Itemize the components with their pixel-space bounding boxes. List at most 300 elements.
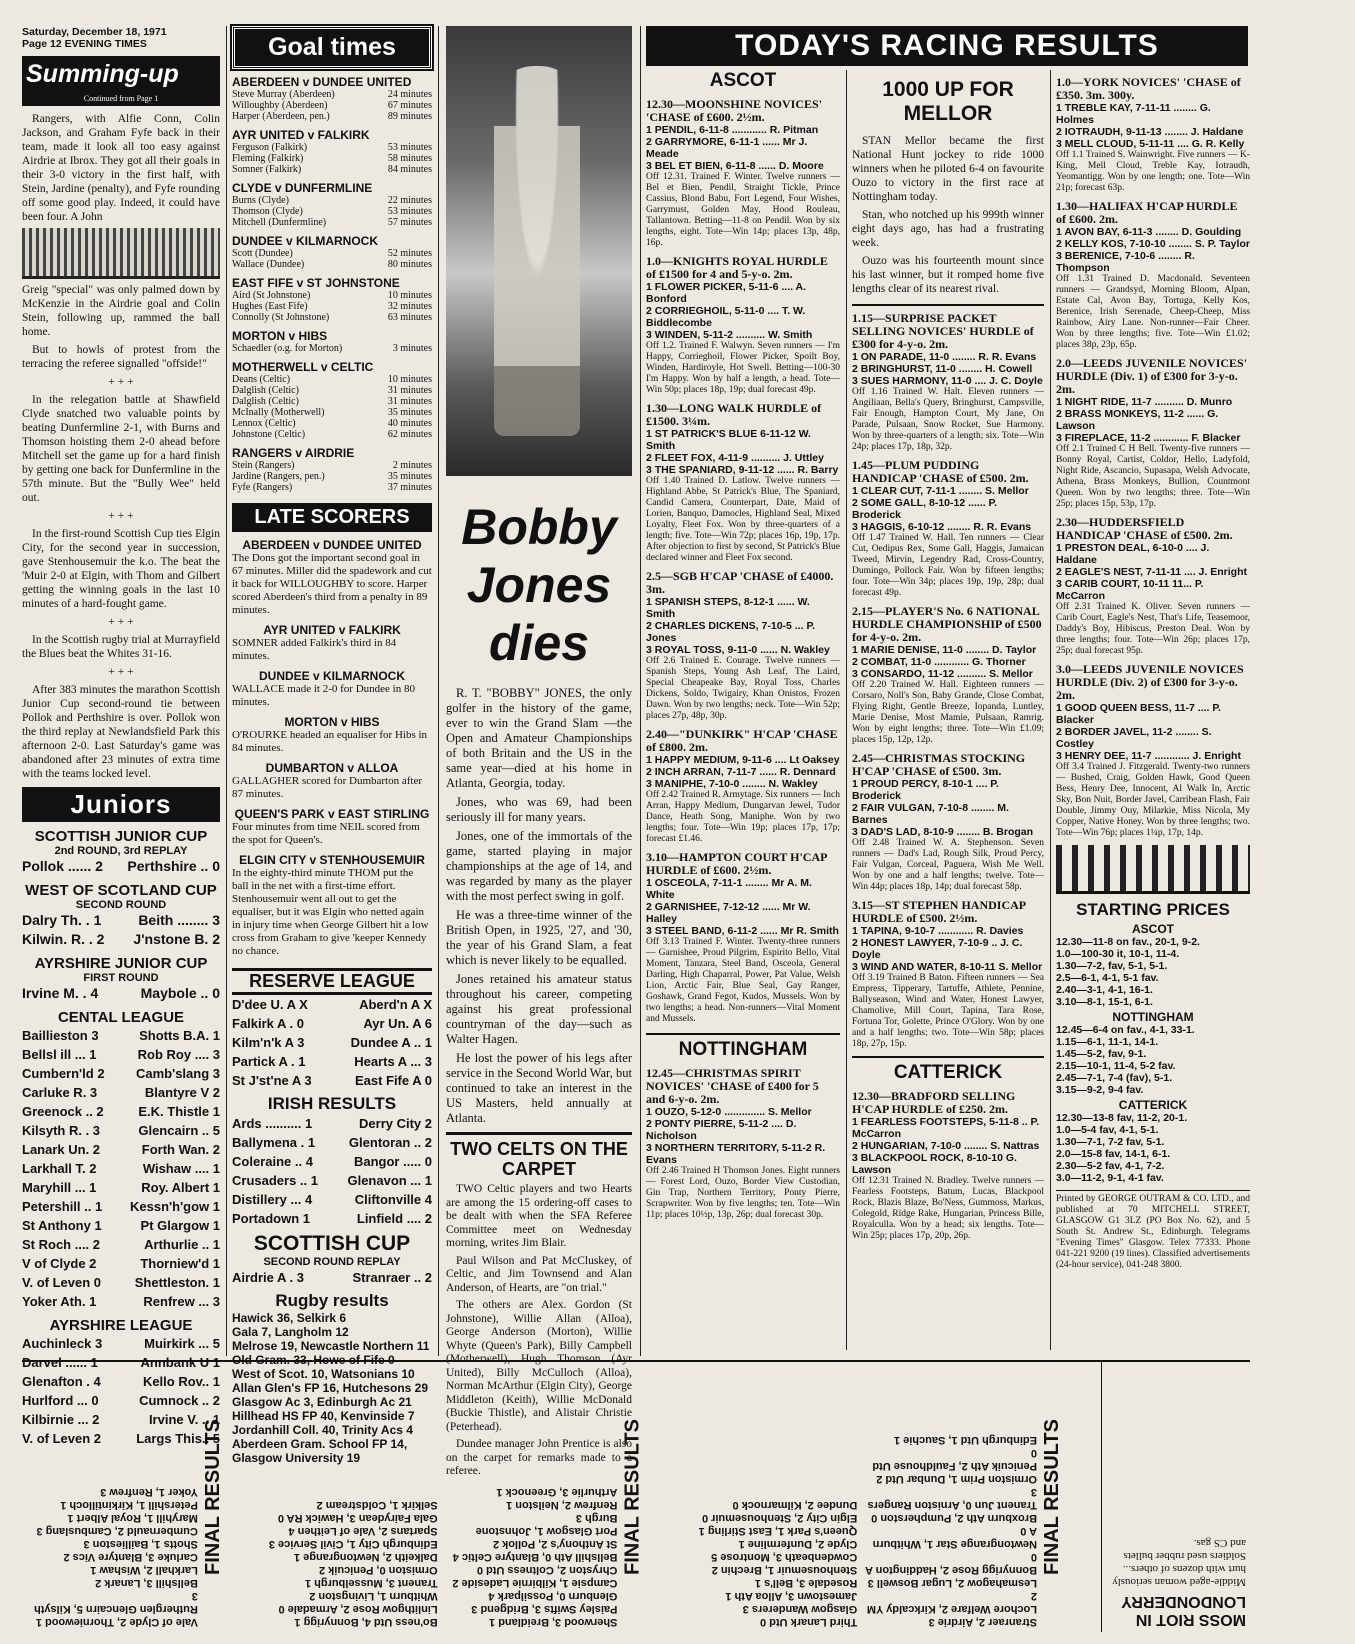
goal-match-heading: RANGERS v AIRDRIE: [232, 446, 355, 460]
race-placing: 2 CORRIEGHOIL, 5-11-0 .... T. W. Biddlecombe: [646, 305, 806, 329]
final-result-line: Stenhousemuir 1, Brechin 2: [711, 1564, 858, 1576]
score-home: Pollok ...... 2: [22, 858, 103, 874]
score-away: Wishaw .... 1: [142, 1161, 220, 1176]
race-block: [646, 570, 840, 722]
catterick-races-continued: [1056, 76, 1250, 839]
score-home: Ballymena . 1: [232, 1135, 316, 1150]
race-block: [646, 851, 840, 1025]
sp-line: 1.0—100-30 it, 10-1, 11-4.: [1056, 948, 1180, 960]
race-placing: 3 MANIPHE, 7-10-0 ........ N. Wakley: [646, 778, 818, 790]
score-row: [22, 1083, 220, 1102]
goal-scorer-row: [232, 407, 432, 418]
jones-para: Jones retained his amateur status throughout his career, competing against his great professional countryman of the day—such as Walter Hagen.: [446, 972, 632, 1046]
final-result-line: Stranraer 2, Airdrie 3: [928, 1616, 1037, 1628]
summing-para: But to howls of protest from the terracing the referee signalled "offside!": [22, 344, 220, 370]
reserve-league-title: RESERVE LEAGUE: [232, 968, 432, 995]
goal-scorer-row: [232, 418, 432, 429]
sjc-results: [22, 857, 220, 876]
score-away: Stranraer .. 2: [352, 1270, 432, 1285]
sp-line: 3.10—8-1, 15-1, 6-1.: [1056, 996, 1153, 1008]
sjc-round: 2nd ROUND, 3rd REPLAY: [54, 845, 188, 857]
sp-line: 1.30—7-1, 7-2 fav, 5-1.: [1056, 1136, 1165, 1148]
race-notes: Off 12.31. Trained F. Winter. Twelve runners — Bel et Bien, Pendil, Straight Tickle, Prince Cassius, Blond Babu, Fort Legend, Four Wishes, Garrymust, Golden May, Hood Rouleau, Tallantown. Betting—11-8 on Pendil. Won by six lengths, eight. Tote—Win 14p; places 13p, 48p, 16p.: [646, 172, 840, 248]
score-row: [232, 1033, 432, 1052]
score-away: Kello Rov.. 1: [142, 1374, 220, 1389]
score-away: Roy. Albert 1: [141, 1180, 220, 1195]
ascot-races: [646, 98, 840, 1025]
race-notes: Off 12.31 Trained N. Bradley. Twelve runners — Fearless Footsteps, Batum, Lucas, Blackpool Rock, Blazis Blaze, Bo'Ness, Gummoss, Markus, Colegold, Ridge Rake, Hungarian, Princess Bille, Royalculla. Won by a head; six lengths. Tote—Win 25p; places 17p, 20p, 26p.: [852, 1176, 1044, 1241]
score-away: Aberd'n A X: [359, 997, 432, 1012]
final-result-line: Renfrew 2, Neilston 1: [506, 1499, 618, 1511]
sp-nottingham-heading: NOTTINGHAM: [1112, 1010, 1194, 1024]
goal-scorer-row: [232, 482, 432, 493]
score-home: Distillery ... 4: [232, 1192, 313, 1207]
score-away: Renfrew ... 3: [143, 1294, 220, 1309]
score-away: Blantyre V 2: [144, 1085, 220, 1100]
race-placing: 3 BEL ET BIEN, 6-11-8 ...... D. Moore: [646, 160, 824, 172]
final-result-line: Yoker 1, Renfrew 3: [100, 1486, 198, 1498]
goal-scorer-time: 10 minutes: [387, 290, 432, 301]
goal-match-heading: MORTON v HIBS: [232, 329, 328, 343]
race-placing: 3 WINDEN, 5-11-2 .......... W. Smith: [646, 329, 813, 341]
score-home: St Anthony 1: [22, 1218, 102, 1233]
race-title: 12.30—BRADFORD SELLING H'CAP HURDLE of £250. 2m.: [852, 1089, 1016, 1116]
sp-nottingham-lines: [1056, 1024, 1250, 1096]
score-row: [22, 1235, 220, 1254]
score-away: Perthshire .. 0: [127, 858, 220, 874]
goal-scorer-time: 67 minutes: [387, 100, 432, 111]
score-away: Maybole .. 0: [140, 985, 220, 1001]
goal-scorer-name: Wallace (Dundee): [232, 259, 305, 270]
race-placing: 1 OSCEOLA, 7-11-1 ........ Mr A. M. White: [646, 877, 812, 901]
race-title: 3.10—HAMPTON COURT H'CAP HURDLE of £600. 2½m.: [646, 850, 827, 877]
race-placing: 1 TAPINA, 9-10-7 ............ R. Davies: [852, 925, 1024, 937]
irish-results: [232, 1114, 432, 1228]
race-placing: 1 SPANISH STEPS, 8-12-1 ...... W. Smith: [646, 596, 810, 620]
sp-line: 3.15—9-2, 9-4 fav.: [1056, 1084, 1144, 1096]
race-notes: Off 2.20 Trained W. Hall. Eighteen runners — Corsaro, Noll's Son, Baby Grande, Close Combat, Flying Right, Gentle Breeze, Iopanda, Luntley, Marie Denise, Most Mamie, Pulsaan, Ramrig. Won by eight lengths; three. Tote—Win £1.09; places 15p, 12p, 12p.: [852, 680, 1044, 745]
goal-scorer-row: [232, 374, 432, 385]
race-notes: Off 1.1 Trained S. Wainwright. Five runners — K-King, Mell Cloud, Treble Kay, Iotraudh, Yeomantigg. Won by one length; one. Tote—Win 21p; forecast 63p.: [1056, 150, 1250, 193]
summing-separator: + + +: [108, 616, 134, 628]
column-goal-times: [232, 26, 432, 1465]
goal-scorer-name: Fyfe (Rangers): [232, 482, 293, 493]
goal-scorer-time: 22 minutes: [387, 195, 432, 206]
goal-scorer-time: 80 minutes: [387, 259, 432, 270]
goal-scorer-row: [232, 195, 432, 206]
race-block: [852, 1090, 1044, 1242]
sp-line: 2.5—6-1, 4-1, 5-1 fav.: [1056, 972, 1159, 984]
horses-illustration: [1056, 845, 1250, 894]
score-away: Ayr Un. A 6: [363, 1016, 432, 1031]
goal-scorer-name: Connolly (St Johnstone): [232, 312, 330, 323]
final-result-line: Vale of Clyde 2, Thorniewood 1: [35, 1616, 198, 1628]
goal-scorer-time: 31 minutes: [387, 396, 432, 407]
score-away: Camb'slang 3: [135, 1066, 220, 1081]
goal-scorer-time: 37 minutes: [387, 482, 432, 493]
race-block: [852, 459, 1044, 599]
summing-para: After 383 minutes the marathon Scottish Junior Cup second-round tie between Pollok and Perthshire is over. Pollok won the third replay at Newlandsfield Park this afternoon 2-0. Last Saturday's game was abandoned after 23 minutes of extra time with the teams locked level.: [22, 684, 220, 780]
sp-line: 2.45—7-1, 7-4 (fav), 5-1.: [1056, 1072, 1173, 1084]
race-placing: 2 SOME GALL, 8-10-12 ...... P. Broderick: [852, 497, 998, 521]
race-block: [646, 728, 840, 845]
rugby-row: Hillhead HS FP 40, Kenvinside 7: [232, 1409, 415, 1423]
score-home: Airdrie A . 3: [232, 1270, 305, 1285]
wos-results: [22, 911, 220, 949]
score-away: J'nstone B. 2: [133, 931, 220, 947]
celts-para: Dundee manager John Prentice is also on the carpet for remarks made to a referee.: [446, 1438, 632, 1477]
final-result-line: Petershill 1, Kirkintilloch 1: [60, 1499, 198, 1511]
race-placing: 2 GARNISHEE, 7-12-12 ...... Mr W. Halley: [646, 901, 811, 925]
race-notes: Off 2.1 Trained C H Bell. Twenty-five runners — Bonny Royal, Cartist, Coldor, Hello, Ladyfold, Night Ride, Ascancio, Supasapa, Welsh Advocate, Athena, Brass Monkeys, Bullion, Countmont Queen. Won by two lengths; three. Tote—Win 25p; places 15p, 53p, 17p.: [1056, 444, 1250, 509]
goal-times-title: Goal times: [232, 26, 432, 69]
race-placing: 3 DAD'S LAD, 8-10-9 ........ B. Brogan: [852, 826, 1034, 838]
race-placing: 1 MARIE DENISE, 11-0 ........ D. Taylor: [852, 644, 1037, 656]
imprint: Printed by GEORGE OUTRAM & CO. LTD., and published at 70 MITCHELL STREET, GLASGOW G1 3LZ (PO Box No. 62), and 5 South St. Andrew St., Edinburgh. Telegrams "Evening Times" Glasgow. Telex 77333. Phone 041-221 9200 (19 lines). Classified advertisements (24-hour service), 041-248 3800.: [1056, 1190, 1250, 1271]
final-result-line: Gala Fairydean 3, Hawick RA 0: [277, 1512, 438, 1524]
race-notes: Off 1.16 Trained W. Halt. Eleven runners — Angiliaan, Bella's Query, Bringhurst, Campsville, Fair Enough, Hampton Court, My Jane, On Parade, Pulsaan, Snow Rocket, Sue Harmony. Won by three-quarters of a length; six. Tote—Win 24p; places 17p, 18p, 32p.: [852, 387, 1044, 452]
late-match-text: SOMNER added Falkirk's third in 84 minutes.: [232, 637, 397, 662]
race-placing: 2 FLEET FOX, 4-11-9 .......... J. Uttley: [646, 452, 824, 464]
final-result-line: Selkirk 1, Coldstream 2: [316, 1499, 438, 1511]
race-title: 3.15—ST STEPHEN HANDICAP HURDLE of £500. 2½m.: [852, 898, 1026, 925]
summing-separator: + + +: [108, 376, 134, 388]
goal-scorer-time: 2 minutes: [392, 460, 432, 471]
goal-match-heading: DUNDEE v KILMARNOCK: [232, 234, 379, 248]
sp-line: 2.30—5-2 fav, 4-1, 7-2.: [1056, 1160, 1165, 1172]
goal-scorer-time: 57 minutes: [387, 217, 432, 228]
late-match-heading: DUMBARTON v ALLOA: [265, 761, 399, 775]
moss-riot: [1101, 1362, 1250, 1632]
late-match-heading: DUNDEE v KILMARNOCK: [258, 669, 405, 683]
late-match-text: In the eighty-third minute THOM put the ball in the net with a first-time effort. Stenhousemuir went all out to get the equaliser, but it was Elgin who netted again in injury time when George Gilbert hit a low cross from Graham to give 'keeper Kennedy no chance.: [232, 867, 429, 957]
mellor-para: Ouzo was his fourteenth mount since his last winner, but it romped home five lengths clear of its nearest rival.: [852, 255, 1044, 295]
goal-scorer-time: 53 minutes: [387, 206, 432, 217]
race-block: [1056, 516, 1250, 657]
goal-scorer-row: [232, 471, 432, 482]
mellor-para: Stan, who notched up his 999th winner eight days ago, has had a frustrating week.: [852, 209, 1044, 249]
final-result-line: Port Glasgow 1, Johnstone Burgh 3: [475, 1512, 618, 1537]
column-summing: [22, 26, 220, 1446]
score-home: Kilm'n'k A 3: [232, 1035, 305, 1050]
goal-match-heading: CLYDE v DUNFERMLINE: [232, 181, 373, 195]
race-title: 2.40—"DUNKIRK" H'CAP 'CHASE of £800. 2m.: [646, 727, 838, 754]
sp-line: 12.45—6-4 on fav., 4-1, 33-1.: [1056, 1024, 1195, 1036]
score-row: [232, 1209, 432, 1228]
rugby-row: Glasgow Ac 3, Edinburgh Ac 21: [232, 1395, 412, 1409]
race-notes: Off 2.46 Trained H Thomson Jones. Eight runners — Forest Lord, Ouzo, Border View Custodian, Gin Trap, Northern Territory, Ponty Pierre, Scrapwriter. Won by five lengths; ten. Tote—Win 11p; places 10½p, 13p, 26p; dual forecast 30p.: [646, 1166, 840, 1220]
goal-scorer-name: Stein (Rangers): [232, 460, 295, 471]
final-result-line: Cowdenbeath 3, Montrose 5: [711, 1551, 858, 1563]
column-rule: [1050, 70, 1051, 1350]
late-match-text: WALLACE made it 2-0 for Dundee in 80 minutes.: [232, 683, 415, 708]
goal-scorer-row: [232, 111, 432, 122]
race-placing: 3 SUES HARMONY, 11-0 .... J. C. Doyle: [852, 375, 1043, 387]
racing-banner: TODAY'S RACING RESULTS: [646, 26, 1248, 66]
goal-scorer-name: Harper (Aberdeen, pen.): [232, 111, 330, 122]
race-placing: 1 GOOD QUEEN BESS, 11-7 .... P. Blacker: [1056, 702, 1221, 726]
score-row: [232, 1268, 432, 1287]
sp-line: 12.30—11-8 on fav., 20-1, 9-2.: [1056, 936, 1200, 948]
score-away: Dundee A .. 1: [350, 1035, 432, 1050]
final-result-line: Dalkeith 2, Newtongrange 1: [293, 1551, 438, 1563]
column-catterick-continued: [1056, 70, 1250, 1350]
final-result-line: Rosedale 3, Bell's 1: [754, 1577, 858, 1589]
score-row: [232, 1014, 432, 1033]
score-row: [22, 930, 220, 949]
score-row: [232, 1071, 432, 1090]
race-placing: 1 PRESTON DEAL, 6-10-0 .... J. Haldane: [1056, 542, 1210, 566]
race-title: 1.15—SURPRISE PACKET SELLING NOVICES' HURDLE of £300 for 4-y-o. 2m.: [852, 311, 1034, 351]
starting-prices-title: STARTING PRICES: [1076, 900, 1230, 919]
final-result-line: Ormiston Prim 1, Dunbar Utd 2: [876, 1473, 1037, 1485]
race-title: 1.45—PLUM PUDDING HANDICAP 'CHASE of £500. 2m.: [852, 458, 1029, 485]
race-title: 2.30—HUDDERSFIELD HANDICAP 'CHASE of £500. 2m.: [1056, 515, 1233, 542]
score-away: Arthurlie .. 1: [144, 1237, 220, 1252]
column-bobby-jones: [446, 26, 632, 1477]
final-result-line: Lesmahagow 2, Lugar Boswell 3: [867, 1577, 1037, 1589]
goal-scorer-name: Dalglish (Celtic): [232, 396, 299, 407]
race-placing: 2 GARRYMORE, 6-11-1 ...... Mr J. Meade: [646, 136, 808, 160]
sp-line: 2.0—15-8 fav, 14-1, 6-1.: [1056, 1148, 1171, 1160]
final-result-line: Third Lanark Utd 0: [760, 1616, 858, 1628]
race-placing: 3 BLACKPOOL ROCK, 8-10-10 G. Lawson: [852, 1152, 1017, 1176]
goal-scorer-time: 3 minutes: [392, 343, 432, 354]
score-away: Bangor ..... 0: [353, 1154, 432, 1169]
late-match-heading: ELGIN CITY v STENHOUSEMUIR: [239, 853, 425, 867]
score-home: Crusaders .. 1: [232, 1173, 318, 1188]
final-results-col: [262, 1362, 442, 1632]
late-scorers-banner: LATE SCORERS: [232, 503, 432, 532]
final-result-line: Spartans 2, Vale of Leithen 4: [288, 1525, 438, 1537]
score-row: [232, 1133, 432, 1152]
score-home: Falkirk A . 0: [232, 1016, 305, 1031]
race-placing: 1 CLEAR CUT, 7-11-1 ........ S. Mellor: [852, 485, 1029, 497]
score-row: [22, 1273, 220, 1292]
celts-para: The others are Alex. Gordon (St Johnstone), Willie Allan (Alloa), George Anderson (Morton), Willie Whyte (Queen's Park), Billy Campbell (Motherwell), Hugh Thomson (Ayr United), Billy McCulloch (Alloa), Norman McArthur (Elgin City), George Middleton (Keith), Willie McDonald (Buckie Thistle), and Alistair Christie (Peterhead).: [446, 1299, 632, 1433]
race-notes: Off 3.4 Trained J. Fitzgerald. Twenty-two runners — Bushed, Craig, Golden Hawk, Good Queen Bess, Henry Dee, Innocent, Al Walk In, Arctic Sky, Bon Nuit, Border Javel, Carribean Flash, Fair Double, Jimmy Ouy, Milarkie, Miss Nicola, My Copper, Native Honey. Won by three lengths; two. Tote—Win 76p; places 1¼p, 17p, 14p.: [1056, 762, 1250, 838]
race-block: [852, 312, 1044, 453]
goal-scorer-time: 63 minutes: [387, 312, 432, 323]
goal-scorer-time: 62 minutes: [387, 429, 432, 440]
rugby-title: Rugby results: [275, 1291, 389, 1310]
goal-scorer-time: 24 minutes: [387, 89, 432, 100]
score-row: [22, 1197, 220, 1216]
score-away: Largs This.. 5: [136, 1431, 220, 1446]
race-placing: 2 BRINGHURST, 11-0 ........ H. Cowell: [852, 363, 1033, 375]
ayr-cup-round: FIRST ROUND: [83, 972, 159, 984]
goal-scorer-name: Fleming (Falkirk): [232, 153, 304, 164]
score-away: Shotts B.A. 1: [139, 1028, 220, 1043]
score-home: V of Clyde 2: [22, 1256, 97, 1271]
final-result-line: Chryston 2, Coltness Utd 0: [476, 1564, 618, 1576]
final-result-line: Elgin City 2, Stenhousemuir 0: [701, 1512, 858, 1524]
rugby-row: Old Gram. 33, Howe of Fife 0: [232, 1353, 395, 1367]
race-title: 1.0—KNIGHTS ROYAL HURDLE of £1500 for 4 and 5-y-o. 2m.: [646, 254, 828, 281]
mellor-para: STAN Mellor became the first National Hunt jockey to ride 1000 winners when he piloted 6-4 on favourite Ouzo to victory in the first race at Nottingham today.: [852, 135, 1044, 203]
nottingham-races: [646, 1067, 840, 1221]
scottish-cup-results: [232, 1268, 432, 1287]
race-placing: 2 HUNGARIAN, 7-10-0 ........ S. Nattras: [852, 1140, 1040, 1152]
final-results-inner: [22, 1362, 1250, 1632]
final-result-line: Arthurlie 3, Greenock 1: [496, 1486, 618, 1498]
summing-para: In the first-round Scottish Cup ties Elgin City, for the second year in succession, gave Stenhousemuir the k.o. The beat the 'Muir 2-0 at Elgin, with Thom and Gilbert getting the winning goals in the last 10 minutes of a hard-fought game.: [22, 528, 220, 610]
goal-scorer-name: Scott (Dundee): [232, 248, 293, 259]
goal-scorer-time: 89 minutes: [387, 111, 432, 122]
nottingham-heading: NOTTINGHAM: [646, 1033, 840, 1061]
sp-line: 1.15—6-1, 11-1, 14-1.: [1056, 1036, 1159, 1048]
score-home: St J'st'ne A 3: [232, 1073, 312, 1088]
scottish-cup-title: SCOTTISH CUP: [253, 1232, 411, 1255]
race-placing: 3 THE SPANIARD, 9-11-12 ...... R. Barry: [646, 464, 839, 476]
column-rule: [438, 26, 439, 1356]
race-block: [646, 98, 840, 249]
final-result-line: Tranent Jun 0, Arniston Rangers 3: [867, 1486, 1037, 1511]
goal-scorer-row: [232, 100, 432, 111]
ayr-cup-title: AYRSHIRE JUNIOR CUP: [34, 955, 208, 972]
goal-scorer-time: 31 minutes: [387, 385, 432, 396]
race-title: 2.15—PLAYER'S No. 6 NATIONAL HURDLE CHAMPIONSHIP of £500 for 4-y-o. 2m.: [852, 604, 1042, 644]
score-away: Cumnock .. 2: [139, 1393, 220, 1408]
race-block: [1056, 200, 1250, 351]
goal-scorer-time: 84 minutes: [387, 164, 432, 175]
summing-para: Greig "special" was only palmed down by McKenzie in the Airdrie goal and Colin Stein, following up, rammed the ball home.: [22, 284, 220, 338]
score-away: Glentoran .. 2: [348, 1135, 432, 1150]
final-result-line: Bonnyrigg Rose 2, Haddington A 0: [865, 1551, 1037, 1576]
race-title: 1.30—HALIFAX H'CAP HURDLE of £600. 2m.: [1056, 199, 1238, 226]
race-placing: 3 WIND AND WATER, 8-10-11 S. Mellor: [852, 961, 1043, 973]
final-result-line: Tranent 3, Musselburgh 1: [304, 1577, 438, 1589]
goal-scorer-time: 32 minutes: [387, 301, 432, 312]
jones-para: Jones, who was 69, had been seriously ill for many years.: [446, 795, 632, 824]
late-scorers-list: [232, 538, 432, 958]
goal-scorer-name: Hughes (East Fife): [232, 301, 308, 312]
goal-scorer-name: Steve Murray (Aberdeen): [232, 89, 335, 100]
final-result-line: Cumbernauld 2, Cambuslang 3: [36, 1525, 198, 1537]
race-block: [852, 605, 1044, 746]
mellor-box: [852, 78, 1044, 306]
juniors-banner: Juniors: [22, 787, 220, 822]
score-home: Kilsyth R. . 3: [22, 1123, 101, 1138]
race-notes: Off 2.42 Trained R. Armytage. Six runners — Inch Arran, Happy Medium, Dungarvan Jewel, Tudor Dance, Heath Song, Maniphe. Won by two lengths; four. Tote—Win 19p; places 17p, 17p; forecast £1.46.: [646, 790, 840, 844]
race-placing: 2 KELLY KOS, 7-10-10 ........ S. P. Taylor: [1056, 238, 1250, 250]
race-notes: Off 2.6 Trained E. Courage. Twelve runners — Spanish Steps, Young Ash Leaf, The Laird, Special Cheapeake Bay, Royal Toss, Charles Dickens, Soldo, Twigairy, Khan Onistos, Frozen Dawn. Won by two lengths; neck. Tote—Win 52p; places 27p, 48p, 30p.: [646, 656, 840, 721]
goal-scorer-row: [232, 153, 432, 164]
goal-scorer-row: [232, 385, 432, 396]
column-rule: [640, 26, 641, 1356]
sp-catterick-lines: [1056, 1112, 1250, 1184]
column-rule: [226, 26, 227, 1356]
score-home: Dalry Th. . 1: [22, 912, 102, 928]
late-match-heading: ABERDEEN v DUNDEE UNITED: [242, 538, 422, 552]
score-away: Glenavon ... 1: [347, 1173, 432, 1188]
race-placing: 3 BERENICE, 7-10-6 ........ R. Thompson: [1056, 250, 1195, 274]
goal-scorer-row: [232, 301, 432, 312]
final-result-line: Paisley Swifts 3, Bridgend 3: [471, 1603, 618, 1615]
score-row: [22, 1045, 220, 1064]
goal-scorer-row: [232, 343, 432, 354]
score-away: Derry City 2: [359, 1116, 432, 1131]
final-results-title-mid: FINAL RESULTS: [621, 1419, 644, 1575]
rugby-row: Hawick 36, Selkirk 6: [232, 1311, 347, 1325]
race-placing: 3 MELL CLOUD, 5-11-11 .... G. R. Kelly: [1056, 138, 1245, 150]
goal-scorer-row: [232, 142, 432, 153]
score-home: Ards .......... 1: [232, 1116, 313, 1131]
score-row: [232, 1052, 432, 1071]
goal-scorer-name: Willoughby (Aberdeen): [232, 100, 328, 111]
rugby-row: West of Scot. 10, Watsonians 10: [232, 1367, 415, 1381]
race-placing: 2 COMBAT, 11-0 ............ G. Thorner: [852, 656, 1026, 668]
race-title: 2.0—LEEDS JUVENILE NOVICES' HURDLE (Div. 1) of £300 for 3-y-o. 2m.: [1056, 356, 1248, 396]
score-home: Partick A . 1: [232, 1054, 306, 1069]
goal-scorer-name: Mitchell (Dunfermline): [232, 217, 327, 228]
masthead-paper: EVENING TIMES: [64, 38, 147, 50]
celts-para: Paul Wilson and Pat McCluskey, of Celtic, and Jim Townsend and Alan Anderson, of Hearts, are "on trial.": [446, 1254, 632, 1294]
race-notes: Off 1.2. Trained F. Walwyn. Seven runners — I'm Happy, Corrieghoil, Flower Picker, Spoilt Boy, Winden, Hardiroyle, Hot Swell. Betting—100-30 I'm Happy. Won by half a length, a head. Tote—Win 50p; places 18p, 19p; dual forecast 49p.: [646, 341, 840, 395]
race-title: 12.45—CHRISTMAS SPIRIT NOVICES' 'CHASE of £400 for 5 and 6-y-o. 2m.: [646, 1066, 819, 1106]
moss-riot-title: MOSS RIOT IN LONDONDERRY: [1121, 1593, 1246, 1628]
late-match-text: O'ROURKE headed an equaliser for Hibs in 84 minutes.: [232, 729, 428, 754]
summing-title: Summing-up: [22, 56, 220, 93]
wos-title: WEST OF SCOTLAND CUP: [25, 882, 217, 899]
score-row: [22, 1064, 220, 1083]
final-result-line: Linlithgow Rose 2, Armadale 0: [278, 1603, 438, 1615]
race-title: 3.0—LEEDS JUVENILE NOVICES HURDLE (Div. 2) of £300 for 3-y-o. 2m.: [1056, 662, 1244, 702]
score-away: Muirkirk ... 5: [144, 1336, 220, 1351]
final-result-line: Penicuik Ath 2, Fauldhouse Utd 0: [872, 1447, 1037, 1472]
race-placing: 2 BORDER JAVEL, 11-2 ........ S. Costley: [1056, 726, 1212, 750]
score-away: Beith ........ 3: [138, 912, 220, 928]
bobby-jones-headline: Bobby Jones dies: [461, 499, 617, 671]
final-results-col: [22, 1362, 202, 1632]
rugby-row: Glasgow University 19: [232, 1451, 361, 1465]
final-results-col: [442, 1362, 622, 1632]
score-home: Kilbirnie ... 2: [22, 1412, 100, 1427]
central-league-results: [22, 1026, 220, 1311]
race-placing: 2 CHARLES DICKENS, 7-10-5 ... P. Jones: [646, 620, 816, 644]
final-result-line: Rutherglen Glencairn 5, Kilsyth 3: [33, 1590, 198, 1615]
goal-scorer-row: [232, 89, 432, 100]
mellor-title: 1000 UP FOR MELLOR: [882, 78, 1014, 125]
rugby-row: Aberdeen Gram. School FP 14,: [232, 1437, 408, 1451]
race-placing: 3 FIREPLACE, 11-2 ............ F. Blacker: [1056, 432, 1241, 444]
score-row: [22, 1159, 220, 1178]
masthead-page: Page 12: [22, 38, 62, 50]
final-results-col: [681, 1362, 861, 1632]
race-placing: 2 FAIR VULGAN, 7-10-8 ........ M. Barnes: [852, 802, 1009, 826]
score-home: Auchinleck 3: [22, 1336, 103, 1351]
goal-times-list: [232, 75, 432, 493]
race-placing: 1 PENDIL, 6-11-8 ............ R. Pitman: [646, 124, 819, 136]
score-away: Kessn'h'gow 1: [130, 1199, 220, 1214]
race-block: [1056, 357, 1250, 510]
sp-catterick-heading: CATTERICK: [1118, 1098, 1188, 1112]
score-row: [22, 1334, 220, 1353]
sp-ascot-heading: ASCOT: [1132, 922, 1174, 936]
final-result-line: Edinburgh City 1, Civil Service 3: [268, 1538, 438, 1550]
score-row: [22, 1292, 220, 1311]
race-placing: 3 NORTHERN TERRITORY, 5-11-2 R. Evans: [646, 1142, 826, 1166]
moss-riot-text: Middle-aged woman seriously hurt with dozens of others... Soldiers used rubber bullets and CS gas.: [1112, 1537, 1246, 1588]
final-result-line: Carluke 3, Blantyre Vics 2: [63, 1551, 198, 1563]
summing-continued: Continued from Page 1: [22, 93, 220, 106]
race-notes: Off 2.31 Trained K. Oliver. Seven runners — Carib Court, Eagle's Nest, That's Life, Teasemoor, Daddy's Boy, Hibiscus, Preston Deal. Won by three lengths; four. Tote—Win 26p; places 17p, 25p; dual forecast 95p.: [1056, 602, 1250, 656]
score-away: East Fife A 0: [354, 1073, 432, 1088]
goal-scorer-row: [232, 312, 432, 323]
score-away: Rob Roy .... 3: [137, 1047, 220, 1062]
masthead: [22, 26, 220, 50]
central-league-title: CENTAL LEAGUE: [57, 1009, 185, 1026]
